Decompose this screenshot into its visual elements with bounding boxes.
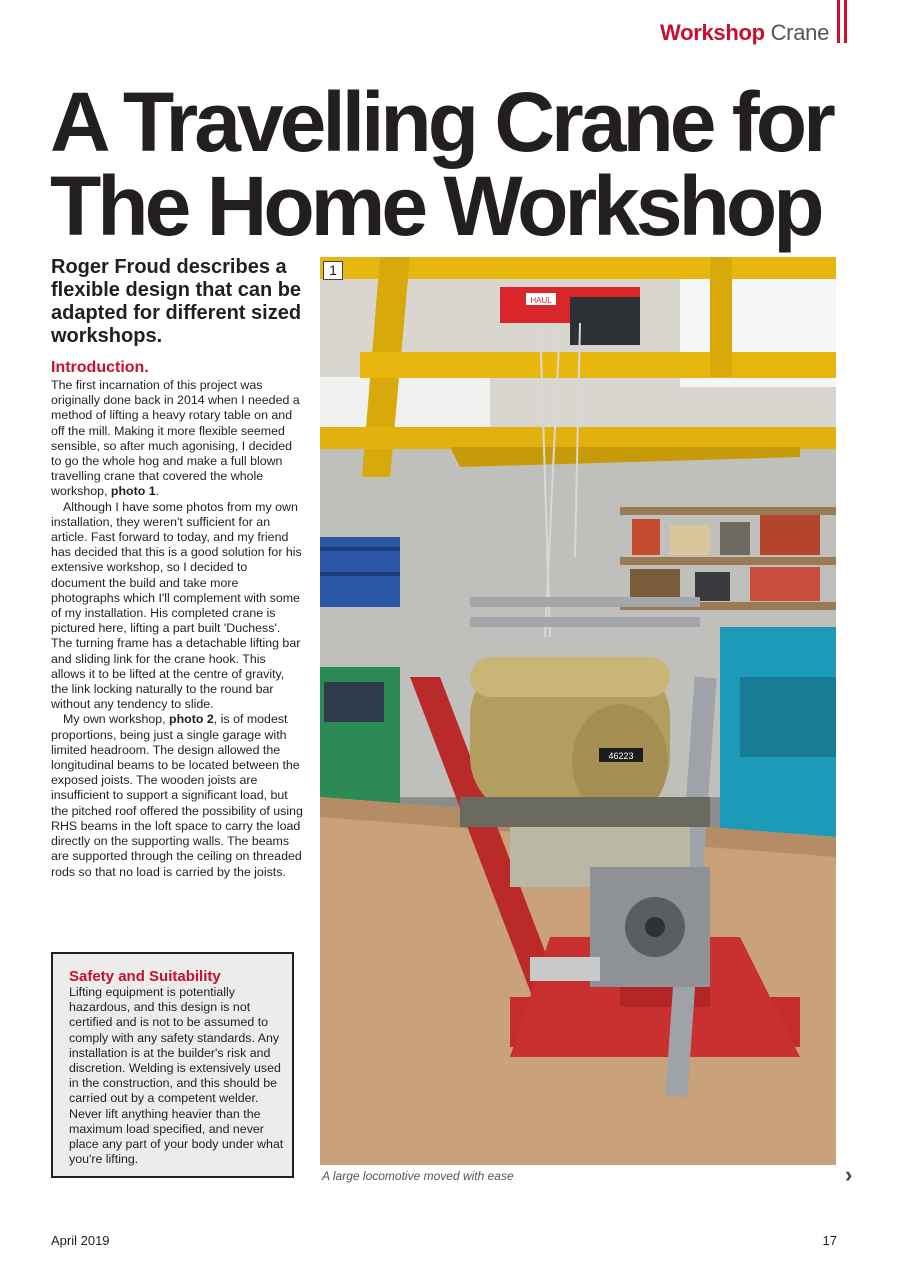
body-paragraph-3-start: My own workshop, (63, 712, 170, 727)
body-paragraph-3-text: , is of modest proportions, being just a single garage with limited headroom. The design allowed the longitudinal beams to be located between the exposed joists. The wooden joists are insufficient to support a significant load, but the pitched roof offered the possibility of using RHS beams in the loft space to carry the load directly on the supporting walls. The beams are supported through the ceiling on threaded rods so that no load is carried by the joists. (51, 712, 303, 879)
article-body (51, 378, 303, 880)
safety-sidebar (51, 952, 294, 1178)
issue-date: April 2019 (51, 1233, 110, 1248)
safety-text: Lifting equipment is potentially hazardous, and this design is not certified and is not to be assumed to comply with any safety standards. Any installation is at the builder's risk and discretion. Welding is extensively used in the construction, and this should be carried out by a competent welder. Never lift anything heavier than the maximum load specified, and never place any part of your body under what you're lifting. (69, 985, 284, 1167)
section-tag (660, 20, 829, 46)
body-paragraph-3 (51, 712, 303, 879)
section-tag-strong: Workshop (660, 20, 765, 45)
headline-line-1: A Travelling Crane for (50, 75, 832, 169)
page-number: 17 (822, 1233, 837, 1248)
body-paragraph-1-text: The first incarnation of this project was originally done back in 2014 when I needed a method of lifting a heavy rotary table on and off the mill. Making it more flexible seemed sensible, so after much agonising, I decided to go the whole hog and make a full blown travelling crane that covered the whole workshop, (51, 378, 300, 499)
hoist-badge: HAUL (530, 296, 552, 305)
photo-number-badge: 1 (323, 261, 343, 280)
body-paragraph-2: Although I have some photos from my own installation, they weren't sufficient for an article. Fast forward to today, and my friend has decided that this is a good solution for his extensive workshop, so I decided to document the build and take more photographs which I'll complement with some of my installation. His completed crane is pictured here, lifting a part built 'Duchess'. The turning frame has a detachable lifting bar and sliding link for the crane hook. This allows it to be lifted at the centre of gravity, the link locking naturally to the round bar without any tendency to slide. (51, 499, 302, 712)
photo-2-reference: photo 2 (169, 712, 214, 727)
section-tag-bars (837, 0, 848, 43)
photo-caption: A large locomotive moved with ease (322, 1169, 514, 1183)
body-paragraph-1 (51, 378, 303, 500)
article-headline (50, 75, 870, 253)
introduction-heading: Introduction. (51, 359, 149, 376)
body-paragraph-1-end: . (155, 484, 160, 499)
loco-number-plate: 46223 (608, 751, 634, 761)
safety-title: Safety and Suitability (69, 968, 221, 985)
photo-1 (320, 257, 836, 1165)
headline-line-2: The Home Workshop (50, 159, 821, 253)
crane-photo-illustration (320, 257, 836, 1165)
standfirst: Roger Froud describes a flexible design that can be adapted for different sized workshops. (51, 256, 302, 347)
photo-1-reference: photo 1 (110, 484, 156, 499)
next-page-arrow-icon[interactable]: › (845, 1162, 853, 1187)
section-tag-light: Crane (770, 20, 829, 45)
